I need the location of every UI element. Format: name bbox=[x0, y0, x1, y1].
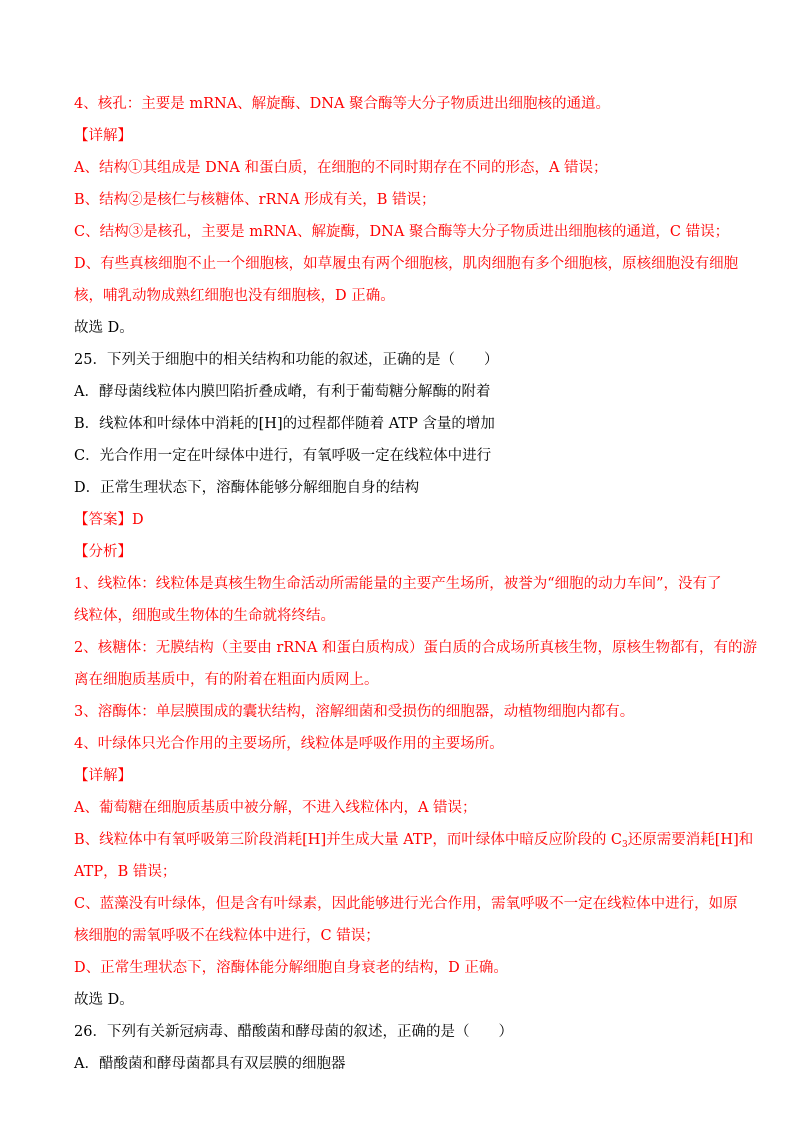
detail-option-c-line1: C、蓝藻没有叶绿体，但是含有叶绿素，因此能够进行光合作用，需氧呼吸不一定在线粒体中进行，如原 bbox=[74, 896, 738, 912]
detail-option-a: A、结构①其组成是 DNA 和蛋白质，在细胞的不同时期存在不同的形态，A 错误； bbox=[74, 160, 608, 176]
question-26-stem: 26．下列有关新冠病毒、醋酸菌和酵母菌的叙述，正确的是（ ） bbox=[74, 1024, 513, 1040]
question-26-option-a: A．醋酸菌和酵母菌都具有双层膜的细胞器 bbox=[74, 1056, 346, 1072]
analysis-point-4: 4、叶绿体只光合作用的主要场所，线粒体是呼吸作用的主要场所。 bbox=[74, 736, 504, 752]
analysis-point-1-line2: 线粒体，细胞或生物体的生命就将终结。 bbox=[74, 608, 335, 624]
detail-option-d-line1: D、有些真核细胞不止一个细胞核，如草履虫有两个细胞核，肌肉细胞有多个细胞核，原核细胞没有细胞 bbox=[74, 256, 739, 272]
detail-option-a: A、葡萄糖在细胞质基质中被分解，不进入线粒体内，A 错误； bbox=[74, 800, 477, 816]
detail-option-d-line2: 核，哺乳动物成熟红细胞也没有细胞核，D 正确。 bbox=[74, 288, 395, 304]
detail-b-text-2: 还原需要消耗[H]和 bbox=[627, 832, 754, 848]
detail-b-text-1: B、线粒体中有氧呼吸第三阶段消耗[H]并生成大量 ATP，而叶绿体中暗反应阶段的 C bbox=[74, 832, 623, 848]
analysis-point-4: 4、核孔：主要是 mRNA、解旋酶、DNA 聚合酶等大分子物质进出细胞核的通道。 bbox=[74, 96, 611, 112]
question-25-option-b: B．线粒体和叶绿体中消耗的[H]的过程都伴随着 ATP 含量的增加 bbox=[74, 416, 495, 432]
detail-heading: 【详解】 bbox=[74, 768, 132, 784]
analysis-point-3: 3、溶酶体：单层膜围成的囊状结构，溶解细菌和受损伤的细胞器，动植物细胞内都有。 bbox=[74, 704, 635, 720]
analysis-heading: 【分析】 bbox=[74, 544, 132, 560]
question-25-stem: 25．下列关于细胞中的相关结构和功能的叙述，正确的是（ ） bbox=[74, 352, 499, 368]
detail-option-b-line2: ATP，B 错误； bbox=[74, 864, 177, 880]
analysis-point-1-line1: 1、线粒体：线粒体是真核生物生命活动所需能量的主要产生场所，被誉为“细胞的动力车间”，没有了 bbox=[74, 576, 722, 592]
question-25-option-c: C．光合作用一定在叶绿体中进行，有氧呼吸一定在线粒体中进行 bbox=[74, 448, 492, 464]
analysis-point-2-line1: 2、核糖体：无膜结构（主要由 rRNA 和蛋白质构成）蛋白质的合成场所真核生物，原核生物都有，有的游 bbox=[74, 640, 757, 656]
question-25-answer: 【答案】D bbox=[74, 512, 144, 528]
detail-option-c-line2: 核细胞的需氧呼吸不在线粒体中进行，C 错误； bbox=[74, 928, 380, 944]
subscript-3: 3 bbox=[622, 840, 628, 850]
detail-heading: 【详解】 bbox=[74, 128, 132, 144]
document-page bbox=[74, 88, 757, 1080]
choice-conclusion: 故选 D。 bbox=[74, 992, 134, 1008]
detail-option-d: D、正常生理状态下，溶酶体能分解细胞自身衰老的结构，D 正确。 bbox=[74, 960, 508, 976]
detail-option-b-line1 bbox=[74, 824, 754, 856]
choice-conclusion: 故选 D。 bbox=[74, 320, 134, 336]
question-25-option-d: D．正常生理状态下，溶酶体能够分解细胞自身的结构 bbox=[74, 480, 420, 496]
question-25-option-a: A．酵母菌线粒体内膜凹陷折叠成嵴，有利于葡萄糖分解酶的附着 bbox=[74, 384, 491, 400]
analysis-point-2-line2: 离在细胞质基质中，有的附着在粗面内质网上。 bbox=[74, 672, 379, 688]
detail-option-b: B、结构②是核仁与核糖体、rRNA 形成有关，B 错误； bbox=[74, 192, 436, 208]
detail-option-c: C、结构③是核孔，主要是 mRNA、解旋酶，DNA 聚合酶等大分子物质进出细胞核的通道，C 错误； bbox=[74, 224, 730, 240]
